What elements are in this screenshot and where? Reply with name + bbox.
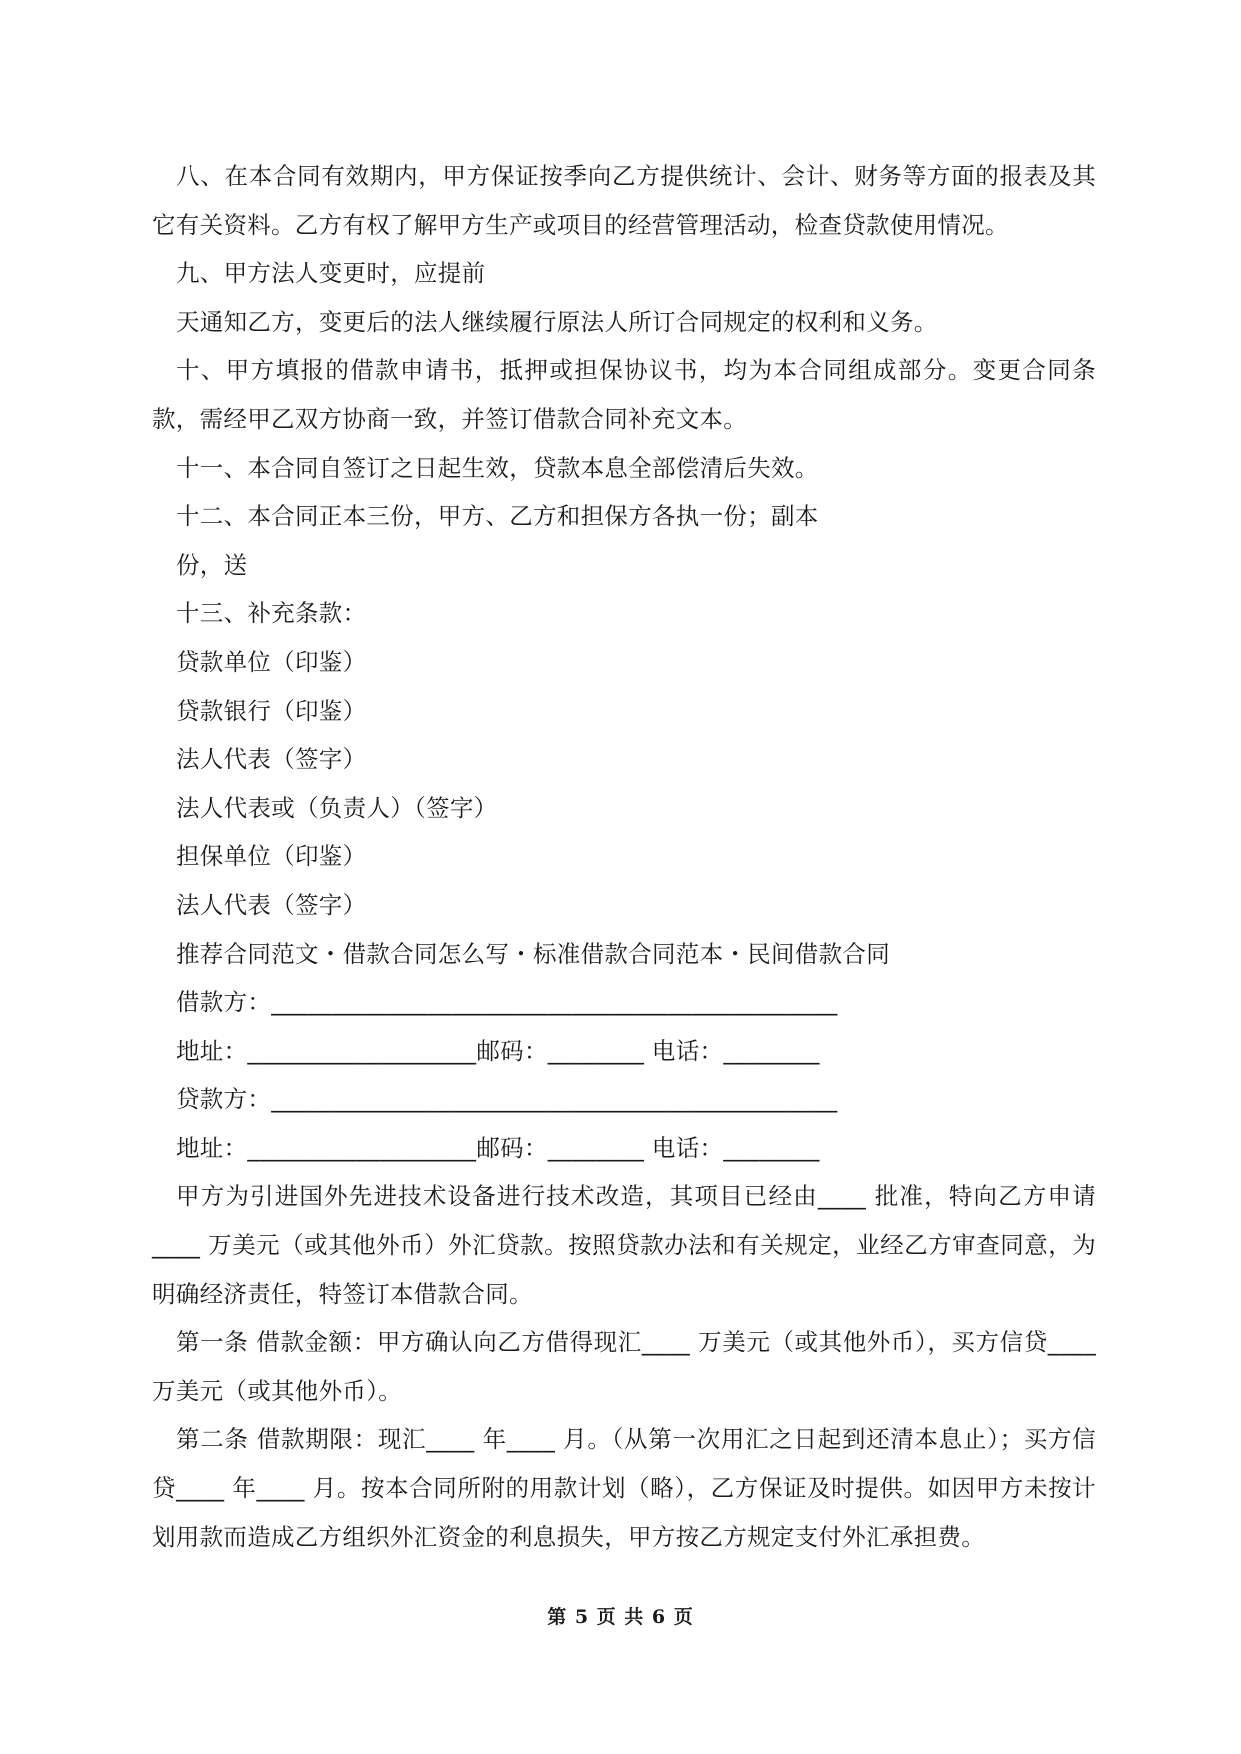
borrower-address-field: 地址：___________________邮码：________ 电话：________ — [176, 1036, 820, 1065]
article-2: 第二条 借款期限：现汇____ 年____ 月。（从第一次用汇之日起到还清本息止）；买方信贷____ 年____ 月。按本合同所附的用款计划（略），乙方保证及时提供。如因甲方未按计划用款而造成乙方组织外汇资金的利息损失，甲方按乙方规定支付外汇承担费。 — [152, 1425, 1096, 1551]
lender-field: 贷款方：_______________________________________________ — [176, 1085, 838, 1114]
borrower-field: 借款方：_______________________________________________ — [176, 988, 838, 1017]
clause-12-continued: 份，送 — [176, 550, 248, 579]
clause-10: 十、甲方填报的借款申请书，抵押或担保协议书，均为本合同组成部分。变更合同条款，需经甲乙双方协商一致，并签订借款合同补充文本。 — [152, 356, 1096, 433]
signature-guarantor-legal-rep: 法人代表（签字） — [176, 890, 367, 919]
recommended-links: 推荐合同范文・借款合同怎么写・标准借款合同范本・民间借款合同 — [176, 939, 890, 968]
clause-9-continued: 天通知乙方，变更后的法人继续履行原法人所订合同规定的权利和义务。 — [176, 307, 938, 336]
signature-guarantor-unit: 担保单位（印鉴） — [176, 842, 367, 871]
clause-8: 八、在本合同有效期内，甲方保证按季向乙方提供统计、会计、财务等方面的报表及其它有关资料。乙方有权了解甲方生产或项目的经营管理活动，检查贷款使用情况。 — [152, 162, 1096, 239]
signature-lender-bank: 贷款银行（印鉴） — [176, 696, 367, 725]
contract-preamble: 甲方为引进国外先进技术设备进行技术改造，其项目已经由____ 批准，特向乙方申请____ 万美元（或其他外币）外汇贷款。按照贷款办法和有关规定，业经乙方审查同意，为明确经济责任，特签订本借款合同。 — [152, 1182, 1096, 1308]
signature-lender-unit: 贷款单位（印鉴） — [176, 647, 367, 676]
page-number: 第 5 页 共 6 页 — [547, 1606, 694, 1628]
article-1: 第一条 借款金额：甲方确认向乙方借得现汇____ 万美元（或其他外币），买方信贷____ 万美元（或其他外币）。 — [152, 1328, 1096, 1405]
signature-legal-rep: 法人代表（签字） — [176, 745, 367, 774]
signature-legal-rep-or-head: 法人代表或（负责人）（签字） — [176, 793, 498, 822]
clause-12: 十二、本合同正本三份，甲方、乙方和担保方各执一份；副本 — [176, 502, 819, 531]
document-body — [152, 152, 1096, 1561]
clause-13: 十三、补充条款： — [176, 599, 367, 628]
lender-address-field: 地址：___________________邮码：________ 电话：________ — [176, 1133, 820, 1162]
clause-11: 十一、本合同自签订之日起生效，贷款本息全部偿清后失效。 — [176, 453, 819, 482]
clause-9: 九、甲方法人变更时，应提前 — [176, 259, 486, 288]
